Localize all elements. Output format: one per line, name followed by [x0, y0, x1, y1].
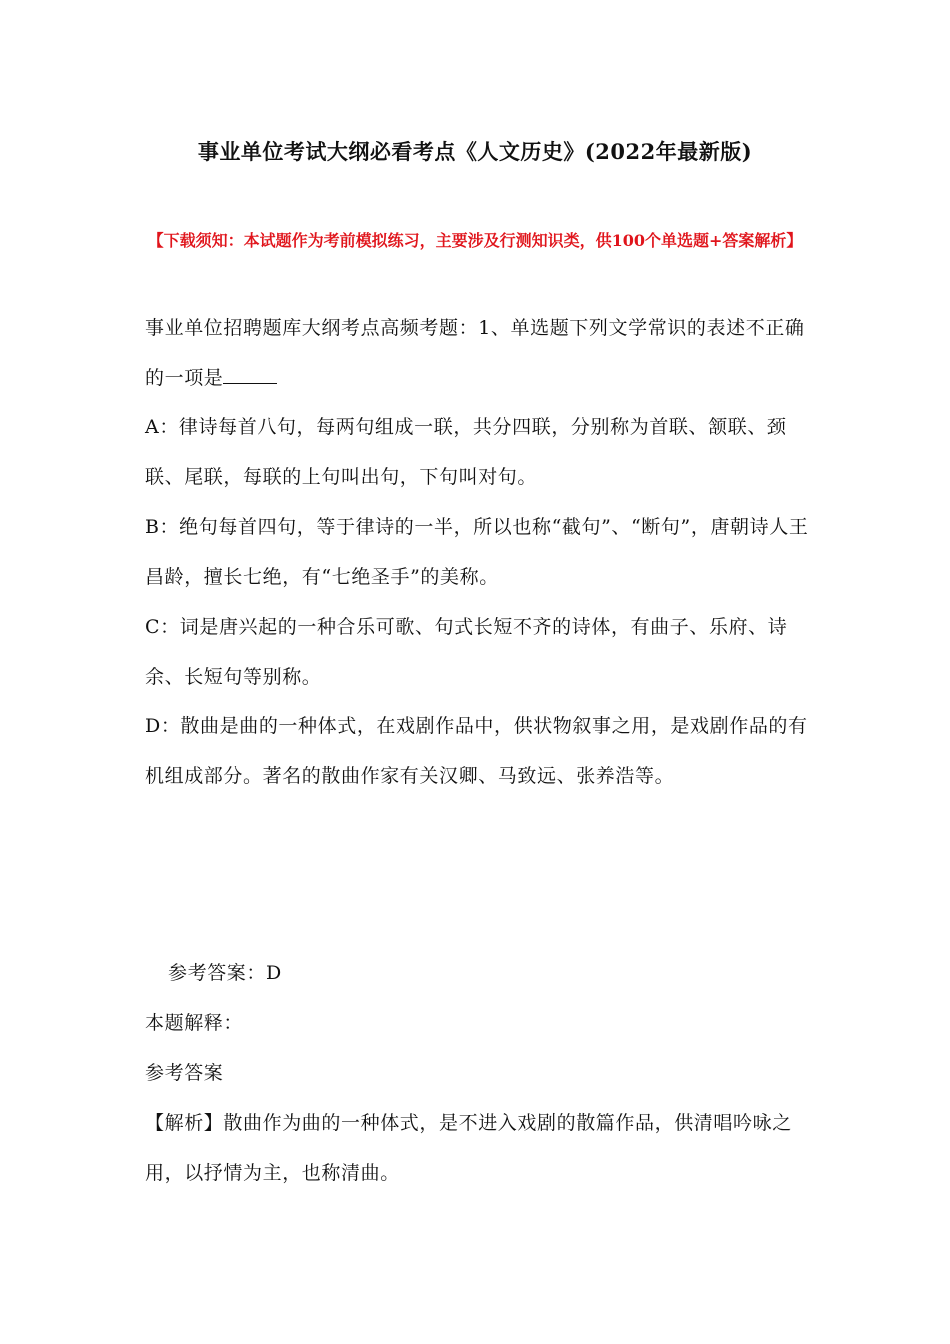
option-d: D：散曲是曲的一种体式，在戏剧作品中，供状物叙事之用，是戏剧作品的有机组成部分。著名的散曲作家有关汉卿、马致远、张养浩等。	[145, 715, 808, 787]
reference-answer: 参考答案：D	[168, 962, 282, 984]
question-text: 事业单位招聘题库大纲考点高频考题：1、单选题下列文学常识的表述不正确的一项是	[145, 317, 805, 389]
analysis-text: 【解析】散曲作为曲的一种体式，是不进入戏剧的散篇作品，供清唱吟咏之用，以抒情为主，也称清曲。	[145, 1112, 792, 1184]
option-c: C：词是唐兴起的一种合乐可歌、句式长短不齐的诗体，有曲子、乐府、诗余、长短句等别称。	[145, 616, 788, 688]
option-a: A：律诗每首八句，每两句组成一联，共分四联，分别称为首联、颔联、颈联、尾联，每联的上句叫出句，下句叫对句。	[145, 416, 787, 488]
question-stem	[145, 303, 815, 403]
option-b: B：绝句每首四句，等于律诗的一半，所以也称“截句”、“断句”，唐朝诗人王昌龄，擅长七绝，有“七绝圣手”的美称。	[145, 516, 809, 588]
document-title: 事业单位考试大纲必看考点《人文历史》(2022年最新版)	[197, 139, 753, 164]
explanation-title: 本题解释：	[145, 1012, 244, 1034]
answer-blank	[223, 365, 277, 384]
download-notice: 【下载须知：本试题作为考前模拟练习，主要涉及行测知识类，供100个单选题+答案解析】	[147, 231, 803, 250]
reference-label: 参考答案	[145, 1062, 224, 1084]
